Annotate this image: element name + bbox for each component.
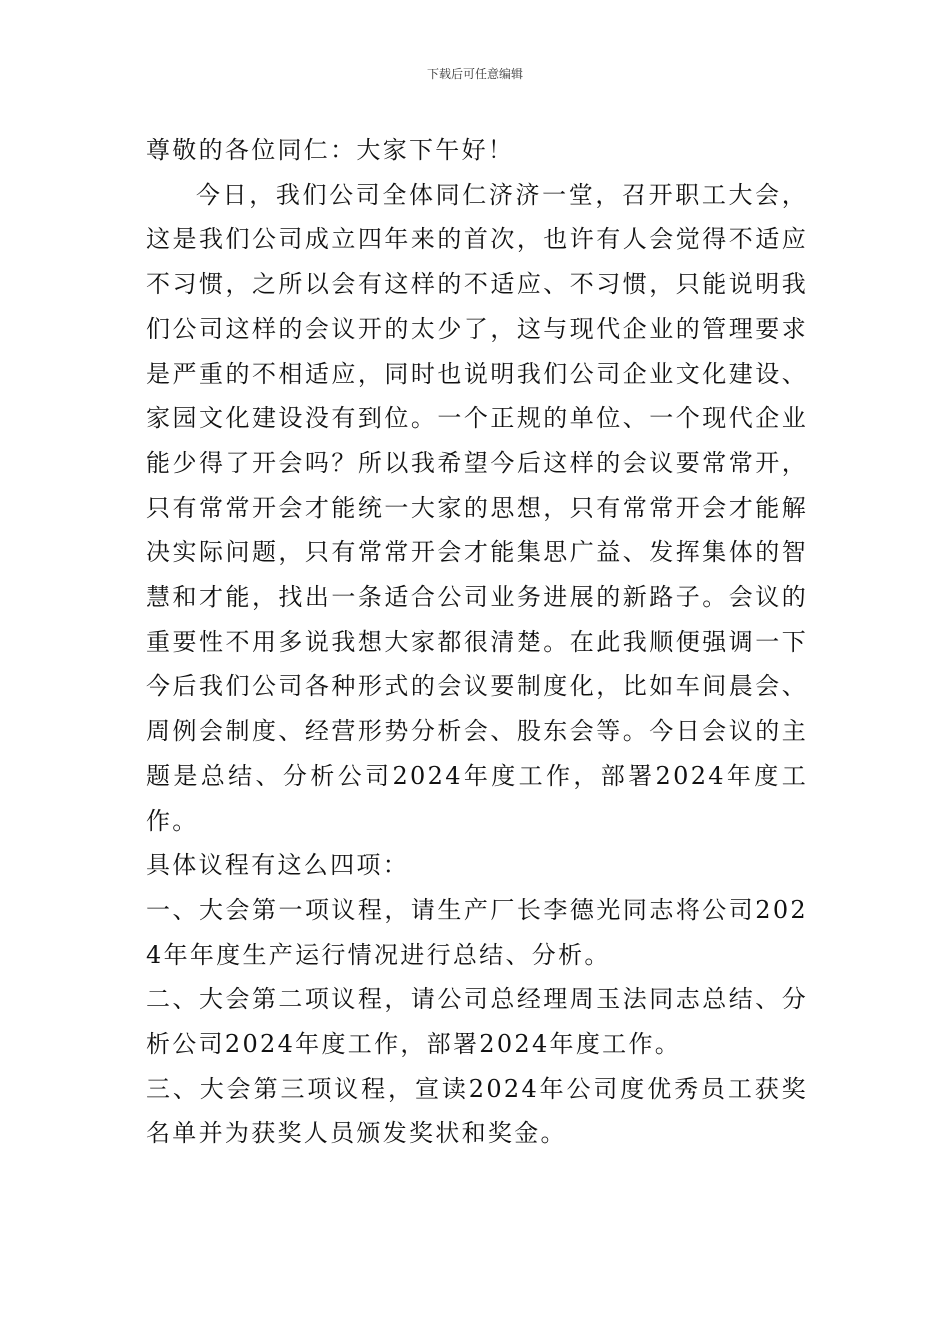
- agenda-item-3: 三、大会第三项议程，宣读2024年公司度优秀员工获奖名单并为获奖人员颁发奖状和奖金。: [146, 1074, 808, 1148]
- agenda-item-1: 一、大会第一项议程，请生产厂长李德光同志将公司2024年年度生产运行情况进行总结、分析。: [146, 895, 808, 969]
- agenda-intro: 具体议程有这么四项：: [146, 851, 409, 880]
- intro-paragraph: 今日，我们公司全体同仁济济一堂，召开职工大会，这是我们公司成立四年来的首次，也许有人会觉得不适应不习惯，之所以会有这样的不适应、不习惯，只能说明我们公司这样的会议开的太少了，这与现代企业的管理要求是严重的不相适应，同时也说明我们公司企业文化建设、家园文化建设没有到位。一个正规的单位、一个现代企业能少得了开会吗？所以我希望今后这样的会议要常常开，只有常常开会才能统一大家的思想，只有常常开会才能解决实际问题，只有常常开会才能集思广益、发挥集体的智慧和才能，找出一条适合公司业务进展的新路子。会议的重要性不用多说我想大家都很清楚。在此我顺便强调一下今后我们公司各种形式的会议要制度化，比如车间晨会、周例会制度、经营形势分析会、股东会等。今日会议的主题是总结、分析公司2024年度工作，部署2024年度工作。: [146, 180, 808, 835]
- page-header-note: 下载后可任意编辑: [426, 67, 523, 81]
- agenda-item-2: 二、大会第二项议程，请公司总经理周玉法同志总结、分析公司2024年度工作，部署2024年度工作。: [146, 985, 808, 1059]
- greeting-line: 尊敬的各位同仁：大家下午好！: [146, 136, 515, 164]
- document-body: [146, 128, 808, 1156]
